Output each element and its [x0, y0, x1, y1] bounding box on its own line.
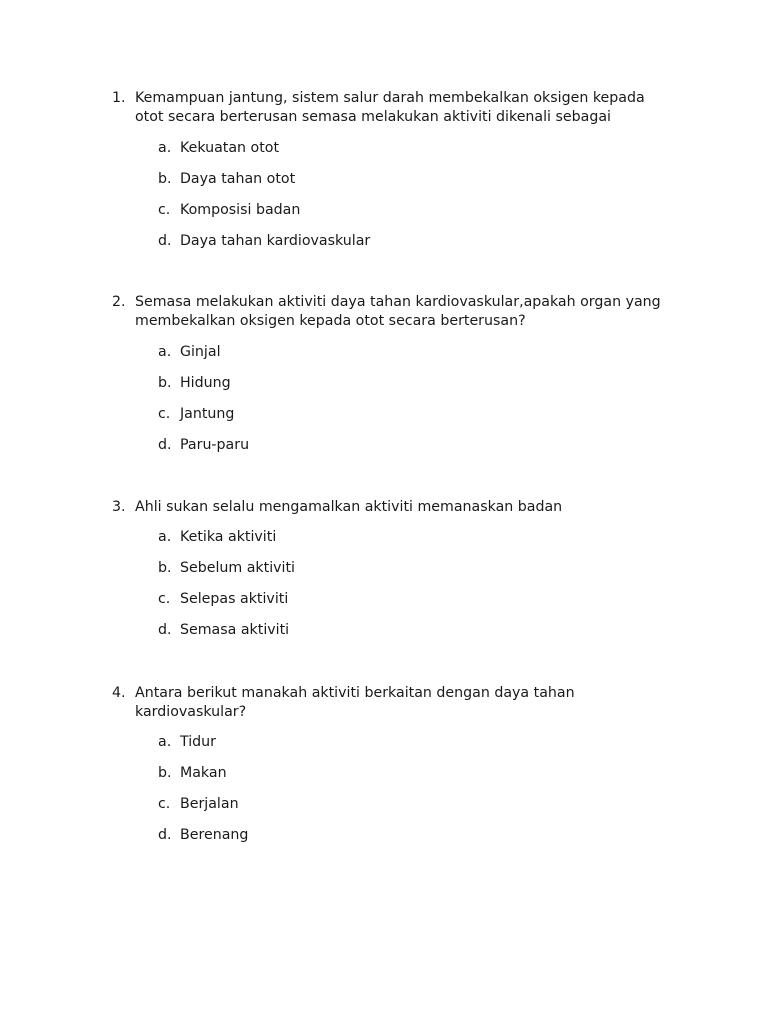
option-letter: a.	[158, 529, 172, 545]
question-text: Ahli sukan selalu mengamalkan aktiviti memanaskan badan	[135, 499, 563, 515]
option-letter: a.	[158, 344, 172, 360]
question-1	[112, 89, 672, 249]
option-a	[158, 528, 276, 547]
option-letter: b.	[158, 375, 172, 391]
option-letter: c.	[158, 406, 171, 422]
question-4-stem	[112, 684, 672, 722]
option-text: Jantung	[180, 406, 235, 422]
option-text: Berenang	[180, 827, 249, 843]
option-c	[158, 201, 300, 220]
option-text: Tidur	[180, 734, 217, 750]
question-3-stem	[112, 498, 672, 517]
option-letter: c.	[158, 796, 171, 812]
option-c	[158, 590, 288, 609]
option-letter: b.	[158, 171, 172, 187]
option-d	[158, 826, 248, 845]
question-number: 1.	[112, 90, 126, 106]
option-letter: d.	[158, 437, 172, 453]
option-text: Kekuatan otot	[180, 140, 280, 156]
option-text: Berjalan	[180, 796, 239, 812]
option-text: Paru-paru	[180, 437, 250, 453]
option-letter: d.	[158, 233, 172, 249]
option-d	[158, 621, 289, 640]
option-letter: c.	[158, 202, 171, 218]
question-2	[112, 293, 672, 453]
option-a	[158, 343, 221, 362]
question-3	[112, 498, 672, 638]
question-text: Antara berikut manakah aktiviti berkaitan dengan daya tahan kardiovaskular?	[135, 685, 575, 720]
option-b	[158, 170, 295, 189]
option-text: Makan	[180, 765, 227, 781]
question-number: 3.	[112, 499, 126, 515]
option-text: Semasa aktiviti	[180, 622, 290, 638]
question-2-stem	[112, 293, 672, 331]
option-c	[158, 795, 239, 814]
option-text: Selepas aktiviti	[180, 591, 289, 607]
option-letter: d.	[158, 827, 172, 843]
option-letter: d.	[158, 622, 172, 638]
option-text: Hidung	[180, 375, 231, 391]
option-d	[158, 436, 249, 455]
question-number: 4.	[112, 685, 126, 701]
question-4	[112, 684, 672, 843]
option-letter: b.	[158, 560, 172, 576]
option-text: Daya tahan otot	[180, 171, 296, 187]
question-text: Semasa melakukan aktiviti daya tahan kardiovaskular,apakah organ yang membekalkan oksigen kepada otot secara berterusan?	[135, 294, 661, 329]
option-a	[158, 733, 216, 752]
option-text: Ketika aktiviti	[180, 529, 277, 545]
option-c	[158, 405, 234, 424]
option-b	[158, 374, 231, 393]
option-letter: a.	[158, 140, 172, 156]
question-text: Kemampuan jantung, sistem salur darah membekalkan oksigen kepada otot secara berterusan semasa melakukan aktiviti dikenali sebagai	[135, 90, 645, 125]
option-text: Komposisi badan	[180, 202, 301, 218]
option-a	[158, 139, 279, 158]
option-b	[158, 764, 227, 783]
option-b	[158, 559, 295, 578]
question-1-stem	[112, 89, 672, 127]
option-text: Sebelum aktiviti	[180, 560, 295, 576]
option-text: Daya tahan kardiovaskular	[180, 233, 371, 249]
option-d	[158, 232, 370, 251]
option-text: Ginjal	[180, 344, 221, 360]
option-letter: c.	[158, 591, 171, 607]
question-number: 2.	[112, 294, 126, 310]
option-letter: a.	[158, 734, 172, 750]
option-letter: b.	[158, 765, 172, 781]
